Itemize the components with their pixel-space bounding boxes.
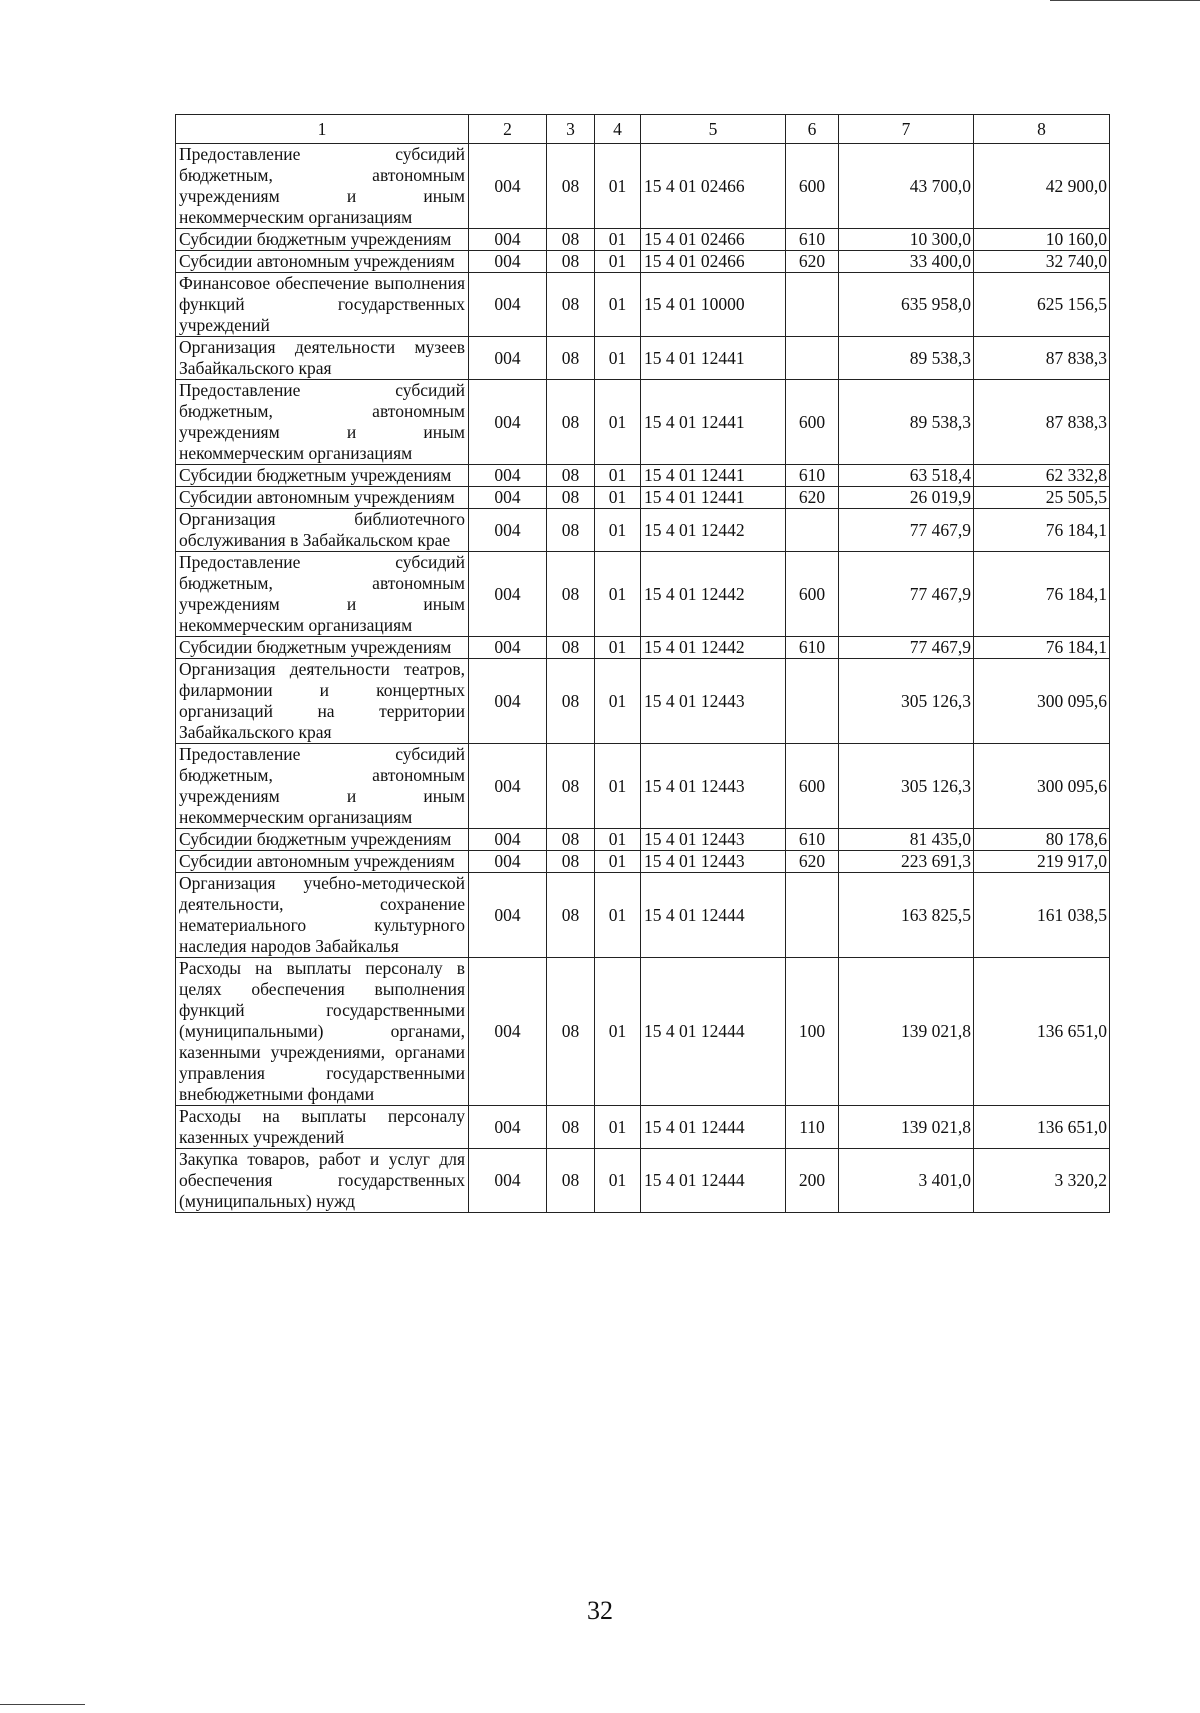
amount-col8-cell: 76 184,1 [974,509,1110,552]
section-code-cell: 08 [547,251,595,273]
table-row [176,465,1110,487]
section-code-cell: 08 [547,958,595,1106]
target-article-cell: 15 4 01 12444 [641,1149,786,1213]
subsection-code-cell: 01 [595,829,641,851]
subsection-code-cell: 01 [595,744,641,829]
column-number: 5 [641,115,786,144]
ministry-code-cell: 004 [469,958,547,1106]
amount-col7-cell: 139 021,8 [839,1106,974,1149]
amount-col7-cell: 43 700,0 [839,144,974,229]
section-code-cell: 08 [547,637,595,659]
target-article-cell: 15 4 01 02466 [641,251,786,273]
table-row [176,829,1110,851]
expense-type-cell [786,873,839,958]
section-code-cell: 08 [547,659,595,744]
row-name-cell: Организация деятельности театров, филармонии и концертных организаций на территории Забайкальского края [176,659,469,744]
section-code-cell: 08 [547,229,595,251]
target-article-cell: 15 4 01 02466 [641,144,786,229]
amount-col7-cell: 139 021,8 [839,958,974,1106]
ministry-code-cell: 004 [469,744,547,829]
row-name-cell: Субсидии бюджетным учреждениям [176,229,469,251]
amount-col7-cell: 163 825,5 [839,873,974,958]
amount-col8-cell: 10 160,0 [974,229,1110,251]
subsection-code-cell: 01 [595,637,641,659]
expense-type-cell: 600 [786,744,839,829]
subsection-code-cell: 01 [595,1106,641,1149]
column-number: 6 [786,115,839,144]
subsection-code-cell: 01 [595,487,641,509]
target-article-cell: 15 4 01 12443 [641,744,786,829]
row-name-cell: Организация библиотечного обслуживания в Забайкальском крае [176,509,469,552]
amount-col8-cell: 32 740,0 [974,251,1110,273]
amount-col7-cell: 33 400,0 [839,251,974,273]
row-name-cell: Субсидии бюджетным учреждениям [176,829,469,851]
row-name-cell: Организация учебно-методической деятельности, сохранение нематериального культурного наследия народов Забайкалья [176,873,469,958]
ministry-code-cell: 004 [469,144,547,229]
ministry-code-cell: 004 [469,659,547,744]
row-name-cell: Субсидии автономным учреждениям [176,487,469,509]
amount-col7-cell: 77 467,9 [839,552,974,637]
section-code-cell: 08 [547,873,595,958]
amount-col8-cell: 161 038,5 [974,873,1110,958]
subsection-code-cell: 01 [595,273,641,337]
expense-type-cell: 620 [786,251,839,273]
amount-col8-cell: 136 651,0 [974,1106,1110,1149]
expense-type-cell: 620 [786,487,839,509]
amount-col7-cell: 77 467,9 [839,637,974,659]
table-row [176,958,1110,1106]
expense-type-cell [786,337,839,380]
expense-type-cell: 620 [786,851,839,873]
target-article-cell: 15 4 01 12441 [641,487,786,509]
ministry-code-cell: 004 [469,229,547,251]
table-row [176,1106,1110,1149]
row-name-cell: Субсидии автономным учреждениям [176,851,469,873]
subsection-code-cell: 01 [595,144,641,229]
expense-type-cell: 100 [786,958,839,1106]
row-name-cell: Финансовое обеспечение выполнения функций государственных учреждений [176,273,469,337]
amount-col8-cell: 80 178,6 [974,829,1110,851]
table-row [176,144,1110,229]
target-article-cell: 15 4 01 12443 [641,829,786,851]
table-row [176,1149,1110,1213]
target-article-cell: 15 4 01 12441 [641,465,786,487]
row-name-cell: Предоставление субсидий бюджетным, автономным учреждениям и иным некоммерческим организациям [176,744,469,829]
subsection-code-cell: 01 [595,659,641,744]
subsection-code-cell: 01 [595,465,641,487]
subsection-code-cell: 01 [595,251,641,273]
table-row [176,851,1110,873]
amount-col8-cell: 219 917,0 [974,851,1110,873]
subsection-code-cell: 01 [595,1149,641,1213]
expense-type-cell: 600 [786,144,839,229]
section-code-cell: 08 [547,380,595,465]
amount-col7-cell: 81 435,0 [839,829,974,851]
target-article-cell: 15 4 01 12441 [641,380,786,465]
expense-type-cell: 200 [786,1149,839,1213]
ministry-code-cell: 004 [469,273,547,337]
section-code-cell: 08 [547,273,595,337]
ministry-code-cell: 004 [469,637,547,659]
amount-col8-cell: 136 651,0 [974,958,1110,1106]
amount-col7-cell: 223 691,3 [839,851,974,873]
table-row [176,509,1110,552]
subsection-code-cell: 01 [595,337,641,380]
subsection-code-cell: 01 [595,851,641,873]
amount-col7-cell: 10 300,0 [839,229,974,251]
table-row [176,273,1110,337]
column-number: 8 [974,115,1110,144]
amount-col8-cell: 300 095,6 [974,744,1110,829]
target-article-cell: 15 4 01 12444 [641,958,786,1106]
target-article-cell: 15 4 01 02466 [641,229,786,251]
expense-type-cell [786,509,839,552]
expense-type-cell: 610 [786,829,839,851]
target-article-cell: 15 4 01 12442 [641,552,786,637]
expense-type-cell [786,659,839,744]
expense-type-cell: 600 [786,380,839,465]
target-article-cell: 15 4 01 12444 [641,1106,786,1149]
ministry-code-cell: 004 [469,1149,547,1213]
amount-col8-cell: 25 505,5 [974,487,1110,509]
table-body [176,115,1110,1213]
column-number: 2 [469,115,547,144]
table-row [176,487,1110,509]
row-name-cell: Субсидии автономным учреждениям [176,251,469,273]
subsection-code-cell: 01 [595,380,641,465]
scan-edge-bottom-left [0,1704,85,1705]
ministry-code-cell: 004 [469,487,547,509]
budget-table [175,114,1110,1213]
table-row [176,659,1110,744]
target-article-cell: 15 4 01 12441 [641,337,786,380]
ministry-code-cell: 004 [469,552,547,637]
page-number: 32 [587,1596,613,1625]
scan-edge-top-right [1050,0,1200,1]
amount-col8-cell: 42 900,0 [974,144,1110,229]
target-article-cell: 15 4 01 12444 [641,873,786,958]
subsection-code-cell: 01 [595,552,641,637]
row-name-cell: Предоставление субсидий бюджетным, автономным учреждениям и иным некоммерческим организациям [176,380,469,465]
ministry-code-cell: 004 [469,1106,547,1149]
column-number: 4 [595,115,641,144]
amount-col8-cell: 625 156,5 [974,273,1110,337]
table-row [176,337,1110,380]
target-article-cell: 15 4 01 12442 [641,637,786,659]
row-name-cell: Субсидии бюджетным учреждениям [176,637,469,659]
table-row [176,229,1110,251]
amount-col7-cell: 89 538,3 [839,337,974,380]
table-row [176,380,1110,465]
expense-type-cell [786,273,839,337]
amount-col8-cell: 76 184,1 [974,552,1110,637]
ministry-code-cell: 004 [469,851,547,873]
amount-col8-cell: 76 184,1 [974,637,1110,659]
amount-col7-cell: 89 538,3 [839,380,974,465]
section-code-cell: 08 [547,337,595,380]
ministry-code-cell: 004 [469,829,547,851]
row-name-cell: Субсидии бюджетным учреждениям [176,465,469,487]
amount-col8-cell: 3 320,2 [974,1149,1110,1213]
section-code-cell: 08 [547,465,595,487]
amount-col7-cell: 635 958,0 [839,273,974,337]
amount-col8-cell: 62 332,8 [974,465,1110,487]
table-row [176,637,1110,659]
column-number: 1 [176,115,469,144]
section-code-cell: 08 [547,744,595,829]
amount-col7-cell: 305 126,3 [839,744,974,829]
target-article-cell: 15 4 01 12443 [641,659,786,744]
expense-type-cell: 610 [786,637,839,659]
section-code-cell: 08 [547,851,595,873]
target-article-cell: 15 4 01 12442 [641,509,786,552]
amount-col7-cell: 305 126,3 [839,659,974,744]
expense-type-cell: 610 [786,229,839,251]
ministry-code-cell: 004 [469,251,547,273]
subsection-code-cell: 01 [595,958,641,1106]
section-code-cell: 08 [547,144,595,229]
expense-type-cell: 600 [786,552,839,637]
target-article-cell: 15 4 01 10000 [641,273,786,337]
amount-col7-cell: 26 019,9 [839,487,974,509]
row-name-cell: Расходы на выплаты персоналу казенных учреждений [176,1106,469,1149]
expense-type-cell: 610 [786,465,839,487]
amount-col7-cell: 3 401,0 [839,1149,974,1213]
amount-col7-cell: 63 518,4 [839,465,974,487]
ministry-code-cell: 004 [469,465,547,487]
section-code-cell: 08 [547,829,595,851]
amount-col8-cell: 300 095,6 [974,659,1110,744]
amount-col8-cell: 87 838,3 [974,380,1110,465]
table-row [176,744,1110,829]
row-name-cell: Предоставление субсидий бюджетным, автономным учреждениям и иным некоммерческим организациям [176,144,469,229]
row-name-cell: Закупка товаров, работ и услуг для обеспечения государственных (муниципальных) нужд [176,1149,469,1213]
amount-col7-cell: 77 467,9 [839,509,974,552]
subsection-code-cell: 01 [595,873,641,958]
amount-col8-cell: 87 838,3 [974,337,1110,380]
ministry-code-cell: 004 [469,873,547,958]
table-row [176,251,1110,273]
ministry-code-cell: 004 [469,509,547,552]
row-name-cell: Предоставление субсидий бюджетным, автономным учреждениям и иным некоммерческим организациям [176,552,469,637]
section-code-cell: 08 [547,509,595,552]
section-code-cell: 08 [547,487,595,509]
table-row [176,873,1110,958]
table-row [176,552,1110,637]
target-article-cell: 15 4 01 12443 [641,851,786,873]
column-number: 3 [547,115,595,144]
section-code-cell: 08 [547,552,595,637]
column-number-row [176,115,1110,144]
expense-type-cell: 110 [786,1106,839,1149]
section-code-cell: 08 [547,1106,595,1149]
column-number: 7 [839,115,974,144]
section-code-cell: 08 [547,1149,595,1213]
ministry-code-cell: 004 [469,380,547,465]
subsection-code-cell: 01 [595,229,641,251]
row-name-cell: Организация деятельности музеев Забайкальского края [176,337,469,380]
row-name-cell: Расходы на выплаты персоналу в целях обеспечения выполнения функций государственными (муниципальными) органами, казенными учреждениями, органами управления государственными внебюджетными фондами [176,958,469,1106]
subsection-code-cell: 01 [595,509,641,552]
ministry-code-cell: 004 [469,337,547,380]
